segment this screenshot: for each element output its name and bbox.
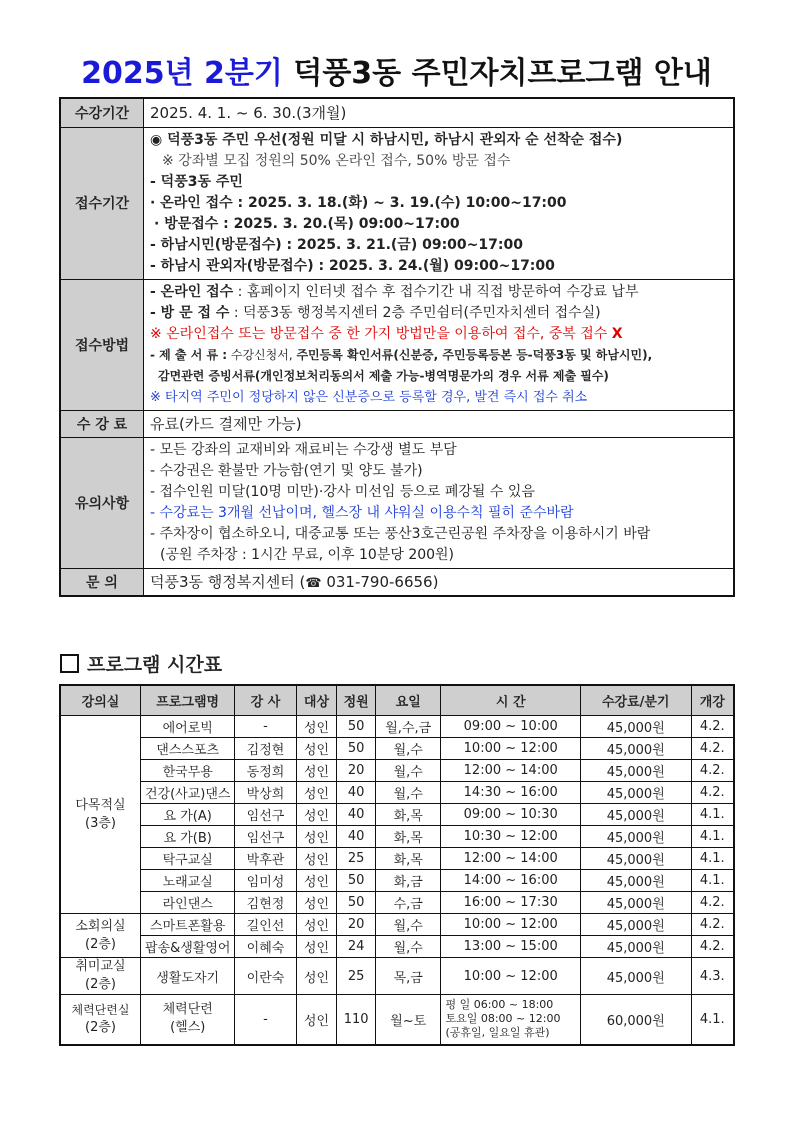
method-notice: ※ 타지역 주민이 정당하지 않은 신분증으로 등록할 경우, 발견 즉시 접수 취소	[150, 389, 588, 405]
start-cell: 4.2.	[691, 914, 734, 936]
capacity-cell: 40	[337, 804, 376, 826]
table-row	[60, 958, 734, 995]
time-cell: 09:00 ~ 10:30	[441, 804, 581, 826]
method-lines	[144, 279, 735, 410]
time-cell: 16:00 ~ 17:30	[441, 892, 581, 914]
reception-line: · 방문접수 : 2025. 3. 20.(목) 09:00~17:00	[154, 215, 460, 232]
fee-value: 유료(카드 결제만 가능)	[144, 410, 735, 437]
days-cell: 수,금	[376, 892, 441, 914]
target-cell: 성인	[296, 826, 337, 848]
days-cell: 목,금	[376, 958, 441, 995]
room-name: 체력단련실	[71, 1003, 130, 1018]
time-cell: 13:00 ~ 15:00	[441, 936, 581, 958]
header-start: 개강	[691, 685, 734, 716]
target-cell: 성인	[296, 848, 337, 870]
program-cell: 한국무용	[140, 760, 234, 782]
start-cell: 4.1.	[691, 804, 734, 826]
room-floor: (2층)	[85, 1020, 116, 1036]
note-line: - 수강권은 환불만 가능함(연기 및 양도 불가)	[150, 462, 423, 479]
table-row	[60, 914, 734, 936]
days-cell: 화,목	[376, 826, 441, 848]
contact-label: 문 의	[60, 568, 144, 596]
program-cell: 요 가(A)	[140, 804, 234, 826]
start-cell: 4.1.	[691, 995, 734, 1045]
program-cell: 라인댄스	[140, 892, 234, 914]
program-cell: 생활도자기	[140, 958, 234, 995]
fee-cell: 45,000원	[580, 958, 691, 995]
time-cell: 14:00 ~ 16:00	[441, 870, 581, 892]
checkbox-square-icon	[60, 654, 79, 673]
room-name: 취미교실	[75, 959, 126, 974]
teacher-cell: 임선구	[235, 826, 296, 848]
header-days: 요일	[376, 685, 441, 716]
capacity-cell: 24	[337, 936, 376, 958]
capacity-cell: 25	[337, 848, 376, 870]
fee-cell: 60,000원	[580, 995, 691, 1045]
target-cell: 성인	[296, 936, 337, 958]
capacity-cell: 50	[337, 870, 376, 892]
period-value: 2025. 4. 1. ~ 6. 30.(3개월)	[144, 98, 735, 127]
table-row	[60, 870, 734, 892]
time-cell: 10:00 ~ 12:00	[441, 914, 581, 936]
days-cell: 월,수	[376, 782, 441, 804]
reception-line: - 덕풍3동 주민	[150, 173, 243, 190]
fee-cell: 45,000원	[580, 804, 691, 826]
teacher-cell: 박상희	[235, 782, 296, 804]
start-cell: 4.1.	[691, 826, 734, 848]
time-line: 토요일 08:00 ~ 12:00	[445, 1012, 561, 1026]
capacity-cell: 110	[337, 995, 376, 1045]
program-cell: 노래교실	[140, 870, 234, 892]
notes-lines	[144, 437, 735, 568]
reception-line: · 온라인 접수 : 2025. 3. 18.(화) ~ 3. 19.(수) 10:00~17:00	[150, 194, 567, 211]
start-cell: 4.2.	[691, 936, 734, 958]
program-cell: 댄스스포츠	[140, 738, 234, 760]
program-cell: 요 가(B)	[140, 826, 234, 848]
header-fee: 수강료/분기	[580, 685, 691, 716]
days-cell: 월~토	[376, 995, 441, 1045]
start-cell: 4.3.	[691, 958, 734, 995]
schedule-table	[59, 684, 735, 1046]
online-head: - 온라인 접수	[150, 283, 234, 300]
header-program: 프로그램명	[140, 685, 234, 716]
fee-cell: 45,000원	[580, 760, 691, 782]
teacher-cell: -	[235, 716, 296, 738]
table-row	[60, 804, 734, 826]
room-floor: (2층)	[85, 936, 116, 952]
docs-line2: 감면관련 증빙서류(개인정보처리동의서 제출 가능-병역명문가의 경우 서류 제출 필수)	[158, 368, 609, 383]
docs-body2: 주민등록 확인서류(신분증, 주민등록등본 등-덕풍3동 및 하남시민),	[296, 347, 653, 362]
time-line: 평 일 06:00 ~ 18:00	[445, 998, 554, 1012]
program-name: 체력단련	[162, 1002, 213, 1018]
time-line: (공휴일, 일요일 휴관)	[445, 1026, 550, 1040]
capacity-cell: 50	[337, 892, 376, 914]
days-cell: 월,수	[376, 760, 441, 782]
fee-cell: 45,000원	[580, 892, 691, 914]
title-program: 덕풍3동 주민자치프로그램 안내	[293, 56, 712, 91]
target-cell: 성인	[296, 782, 337, 804]
time-cell	[441, 995, 581, 1045]
title-quarter: 2025년 2분기	[81, 56, 283, 91]
target-cell: 성인	[296, 870, 337, 892]
days-cell: 월,수,금	[376, 716, 441, 738]
schedule-heading	[60, 650, 222, 677]
note-line: - 모든 강좌의 교재비와 재료비는 수강생 별도 부담	[150, 441, 457, 458]
room-cell	[60, 716, 140, 914]
capacity-cell: 40	[337, 782, 376, 804]
target-cell: 성인	[296, 760, 337, 782]
docs-head: - 제 출 서 류 :	[150, 347, 228, 362]
room-cell	[60, 995, 140, 1045]
teacher-cell: 임선구	[235, 804, 296, 826]
note-line: - 접수인원 미달(10명 미만)·강사 미선임 등으로 폐강될 수 있음	[150, 483, 535, 500]
fee-cell: 45,000원	[580, 936, 691, 958]
program-cell: 탁구교실	[140, 848, 234, 870]
target-cell: 성인	[296, 995, 337, 1045]
capacity-cell: 20	[337, 760, 376, 782]
visit-head: - 방 문 접 수	[150, 304, 230, 321]
note-line: - 수강료는 3개월 선납이며, 헬스장 내 샤워실 이용수칙 필히 준수바람	[150, 504, 574, 521]
schedule-header-row	[60, 685, 734, 716]
docs-body1: 수강신청서,	[227, 347, 297, 362]
fee-label: 수 강 료	[60, 410, 144, 437]
start-cell: 4.1.	[691, 848, 734, 870]
table-row	[60, 848, 734, 870]
visit-body: : 덕풍3동 행정복지센터 2층 주민쉼터(주민자치센터 접수실)	[229, 304, 601, 321]
reception-label: 접수기간	[60, 127, 144, 279]
contact-value	[144, 568, 735, 596]
teacher-cell: 동정희	[235, 760, 296, 782]
fee-cell: 45,000원	[580, 826, 691, 848]
fee-cell: 45,000원	[580, 870, 691, 892]
target-cell: 성인	[296, 892, 337, 914]
time-cell: 09:00 ~ 10:00	[441, 716, 581, 738]
days-cell: 월,수	[376, 936, 441, 958]
table-row	[60, 760, 734, 782]
table-row	[60, 782, 734, 804]
time-cell: 10:30 ~ 12:00	[441, 826, 581, 848]
teacher-cell: 박후관	[235, 848, 296, 870]
fee-cell: 45,000원	[580, 716, 691, 738]
capacity-cell: 25	[337, 958, 376, 995]
schedule-body	[60, 716, 734, 1045]
days-cell: 월,수	[376, 914, 441, 936]
start-cell: 4.2.	[691, 892, 734, 914]
room-cell	[60, 914, 140, 958]
start-cell: 4.2.	[691, 738, 734, 760]
time-cell: 12:00 ~ 14:00	[441, 848, 581, 870]
capacity-cell: 40	[337, 826, 376, 848]
reception-line: ◉ 덕풍3동 주민 우선(정원 미달 시 하남시민, 하남시 관외자 순 선착순 접수)	[150, 131, 623, 148]
phone-icon: ☎	[305, 576, 322, 592]
teacher-cell: 이혜숙	[235, 936, 296, 958]
teacher-cell: 김정현	[235, 738, 296, 760]
teacher-cell: 김현정	[235, 892, 296, 914]
teacher-cell: 이란숙	[235, 958, 296, 995]
capacity-cell: 50	[337, 738, 376, 760]
room-floor: (3층)	[85, 815, 116, 831]
start-cell: 4.2.	[691, 716, 734, 738]
teacher-cell: -	[235, 995, 296, 1045]
target-cell: 성인	[296, 958, 337, 995]
room-name: 소회의실	[75, 918, 126, 934]
method-warning: ※ 온라인접수 또는 방문접수 중 한 가지 방법만을 이용하여 접수, 중복 접수	[150, 325, 608, 342]
table-row	[60, 995, 734, 1045]
table-row	[60, 738, 734, 760]
fee-cell: 45,000원	[580, 914, 691, 936]
header-room: 강의실	[60, 685, 140, 716]
time-cell: 10:00 ~ 12:00	[441, 958, 581, 995]
info-table	[59, 97, 735, 597]
room-cell	[60, 958, 140, 995]
days-cell: 화,목	[376, 848, 441, 870]
header-teacher: 강 사	[235, 685, 296, 716]
table-row	[60, 826, 734, 848]
note-line: - 주차장이 협소하오니, 대중교통 또는 풍산3호근린공원 주차장을 이용하시기 바람	[150, 525, 651, 542]
days-cell: 화,목	[376, 804, 441, 826]
table-row	[60, 936, 734, 958]
target-cell: 성인	[296, 738, 337, 760]
reception-line: ※ 강좌별 모집 정원의 50% 온라인 접수, 50% 방문 접수	[162, 152, 511, 169]
target-cell: 성인	[296, 804, 337, 826]
time-cell: 10:00 ~ 12:00	[441, 738, 581, 760]
fee-cell: 45,000원	[580, 848, 691, 870]
header-time: 시 간	[441, 685, 581, 716]
capacity-cell: 20	[337, 914, 376, 936]
time-cell: 12:00 ~ 14:00	[441, 760, 581, 782]
program-cell: 팝송&생활영어	[140, 936, 234, 958]
program-sub: (헬스)	[170, 1020, 206, 1036]
target-cell: 성인	[296, 716, 337, 738]
fee-cell: 45,000원	[580, 782, 691, 804]
teacher-cell: 임미성	[235, 870, 296, 892]
program-cell	[140, 995, 234, 1045]
table-row	[60, 716, 734, 738]
header-target: 대상	[296, 685, 337, 716]
program-cell: 에어로빅	[140, 716, 234, 738]
contact-text: 덕풍3동 행정복지센터 (	[150, 573, 306, 592]
program-cell: 건강(사교)댄스	[140, 782, 234, 804]
start-cell: 4.1.	[691, 870, 734, 892]
start-cell: 4.2.	[691, 782, 734, 804]
table-row	[60, 892, 734, 914]
notes-label: 유의사항	[60, 437, 144, 568]
page-title	[0, 48, 793, 92]
room-floor: (2층)	[85, 977, 116, 992]
reception-lines	[144, 127, 735, 279]
reception-line: - 하남시 관외자(방문접수) : 2025. 3. 24.(월) 09:00~17:00	[150, 257, 555, 274]
time-cell: 14:30 ~ 16:00	[441, 782, 581, 804]
online-body: : 홈페이지 인터넷 접수 후 접수기간 내 직접 방문하여 수강료 납부	[233, 283, 639, 300]
note-line: (공원 주차장 : 1시간 무료, 이후 10분당 200원)	[160, 546, 455, 563]
days-cell: 월,수	[376, 738, 441, 760]
header-capacity: 정원	[337, 685, 376, 716]
schedule-title: 프로그램 시간표	[87, 654, 223, 676]
period-label: 수강기간	[60, 98, 144, 127]
reception-line: - 하남시민(방문접수) : 2025. 3. 21.(금) 09:00~17:00	[150, 236, 523, 253]
room-name: 다목적실	[75, 797, 126, 813]
program-cell: 스마트폰활용	[140, 914, 234, 936]
contact-phone: 031-790-6656)	[326, 573, 439, 592]
warning-mark: X	[611, 325, 623, 342]
target-cell: 성인	[296, 914, 337, 936]
method-label: 접수방법	[60, 279, 144, 410]
days-cell: 화,금	[376, 870, 441, 892]
teacher-cell: 길인선	[235, 914, 296, 936]
capacity-cell: 50	[337, 716, 376, 738]
fee-cell: 45,000원	[580, 738, 691, 760]
start-cell: 4.2.	[691, 760, 734, 782]
